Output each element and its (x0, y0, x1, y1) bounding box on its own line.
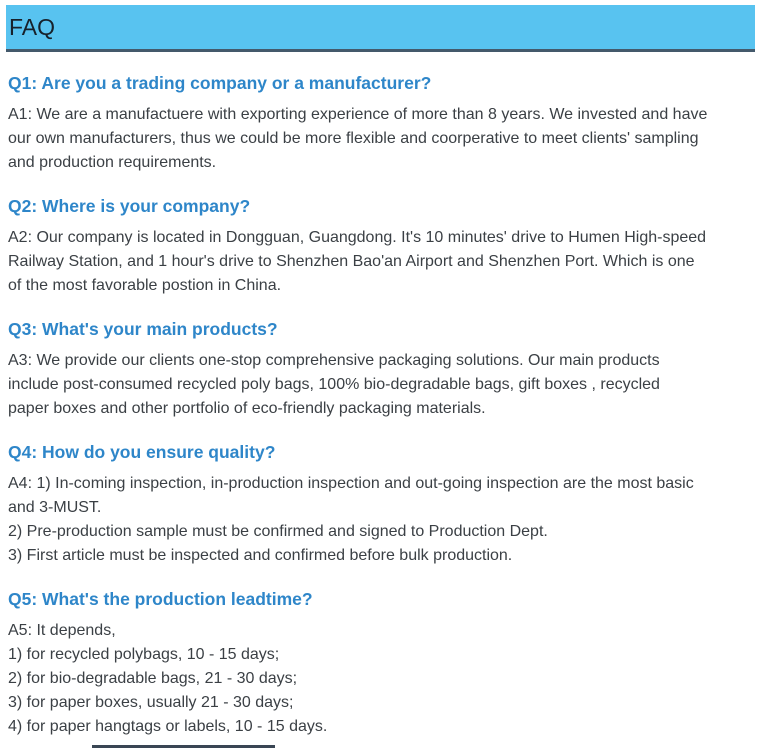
faq-banner (6, 5, 755, 52)
faq-answer-line: 4) for paper hangtags or labels, 10 - 15 days. (8, 718, 328, 735)
faq-section (8, 319, 755, 421)
faq-answer-line: A4: 1) In-coming inspection, in-production inspection and out-going inspection are the most basic (8, 475, 694, 492)
faq-answer-line: of the most favorable postion in China. (8, 277, 282, 294)
faq-section (8, 589, 755, 739)
faq-answer-line: A5: It depends, (8, 622, 116, 639)
faq-question: Q3: What's your main products? (8, 319, 278, 339)
faq-question: Q5: What's the production leadtime? (8, 589, 313, 609)
faq-question: Q2: Where is your company? (8, 196, 251, 216)
faq-question: Q1: Are you a trading company or a manufacturer? (8, 73, 432, 93)
faq-answer-line: and production requirements. (8, 154, 217, 171)
faq-question: Q4: How do you ensure quality? (8, 442, 276, 462)
faq-answer-line: Railway Station, and 1 hour's drive to Shenzhen Bao'an Airport and Shenzhen Port. Which is one (8, 253, 695, 270)
faq-answer-line: 3) for paper boxes, usually 21 - 30 days; (8, 694, 294, 711)
faq-answer-line: include post-consumed recycled poly bags, 100% bio-degradable bags, gift boxes , recycled (8, 376, 660, 393)
faq-answer-line: our own manufacturers, thus we could be more flexible and coorperative to meet clients' sampling (8, 130, 699, 147)
faq-section (8, 73, 755, 175)
faq-answer-line: 3) First article must be inspected and confirmed before bulk production. (8, 547, 513, 564)
faq-section (8, 442, 755, 568)
faq-answer-line: paper boxes and other portfolio of eco-friendly packaging materials. (8, 400, 486, 417)
faq-answer-line: A1: We are a manufactuere with exporting experience of more than 8 years. We invested and have (8, 106, 708, 123)
faq-banner-title: FAQ (9, 13, 56, 40)
faq-section (8, 196, 755, 298)
faq-answer-line: 2) Pre-production sample must be confirmed and signed to Production Dept. (8, 523, 548, 540)
faq-list (8, 73, 755, 739)
faq-answer-line: 2) for bio-degradable bags, 21 - 30 days; (8, 670, 298, 687)
faq-answer-line: and 3-MUST. (8, 499, 102, 516)
faq-content (8, 55, 755, 739)
faq-answer-line: A2: Our company is located in Dongguan, Guangdong. It's 10 minutes' drive to Humen High-speed (8, 229, 707, 246)
faq-answer-line: A3: We provide our clients one-stop comprehensive packaging solutions. Our main products (8, 352, 660, 369)
faq-answer-line: 1) for recycled polybags, 10 - 15 days; (8, 646, 280, 663)
